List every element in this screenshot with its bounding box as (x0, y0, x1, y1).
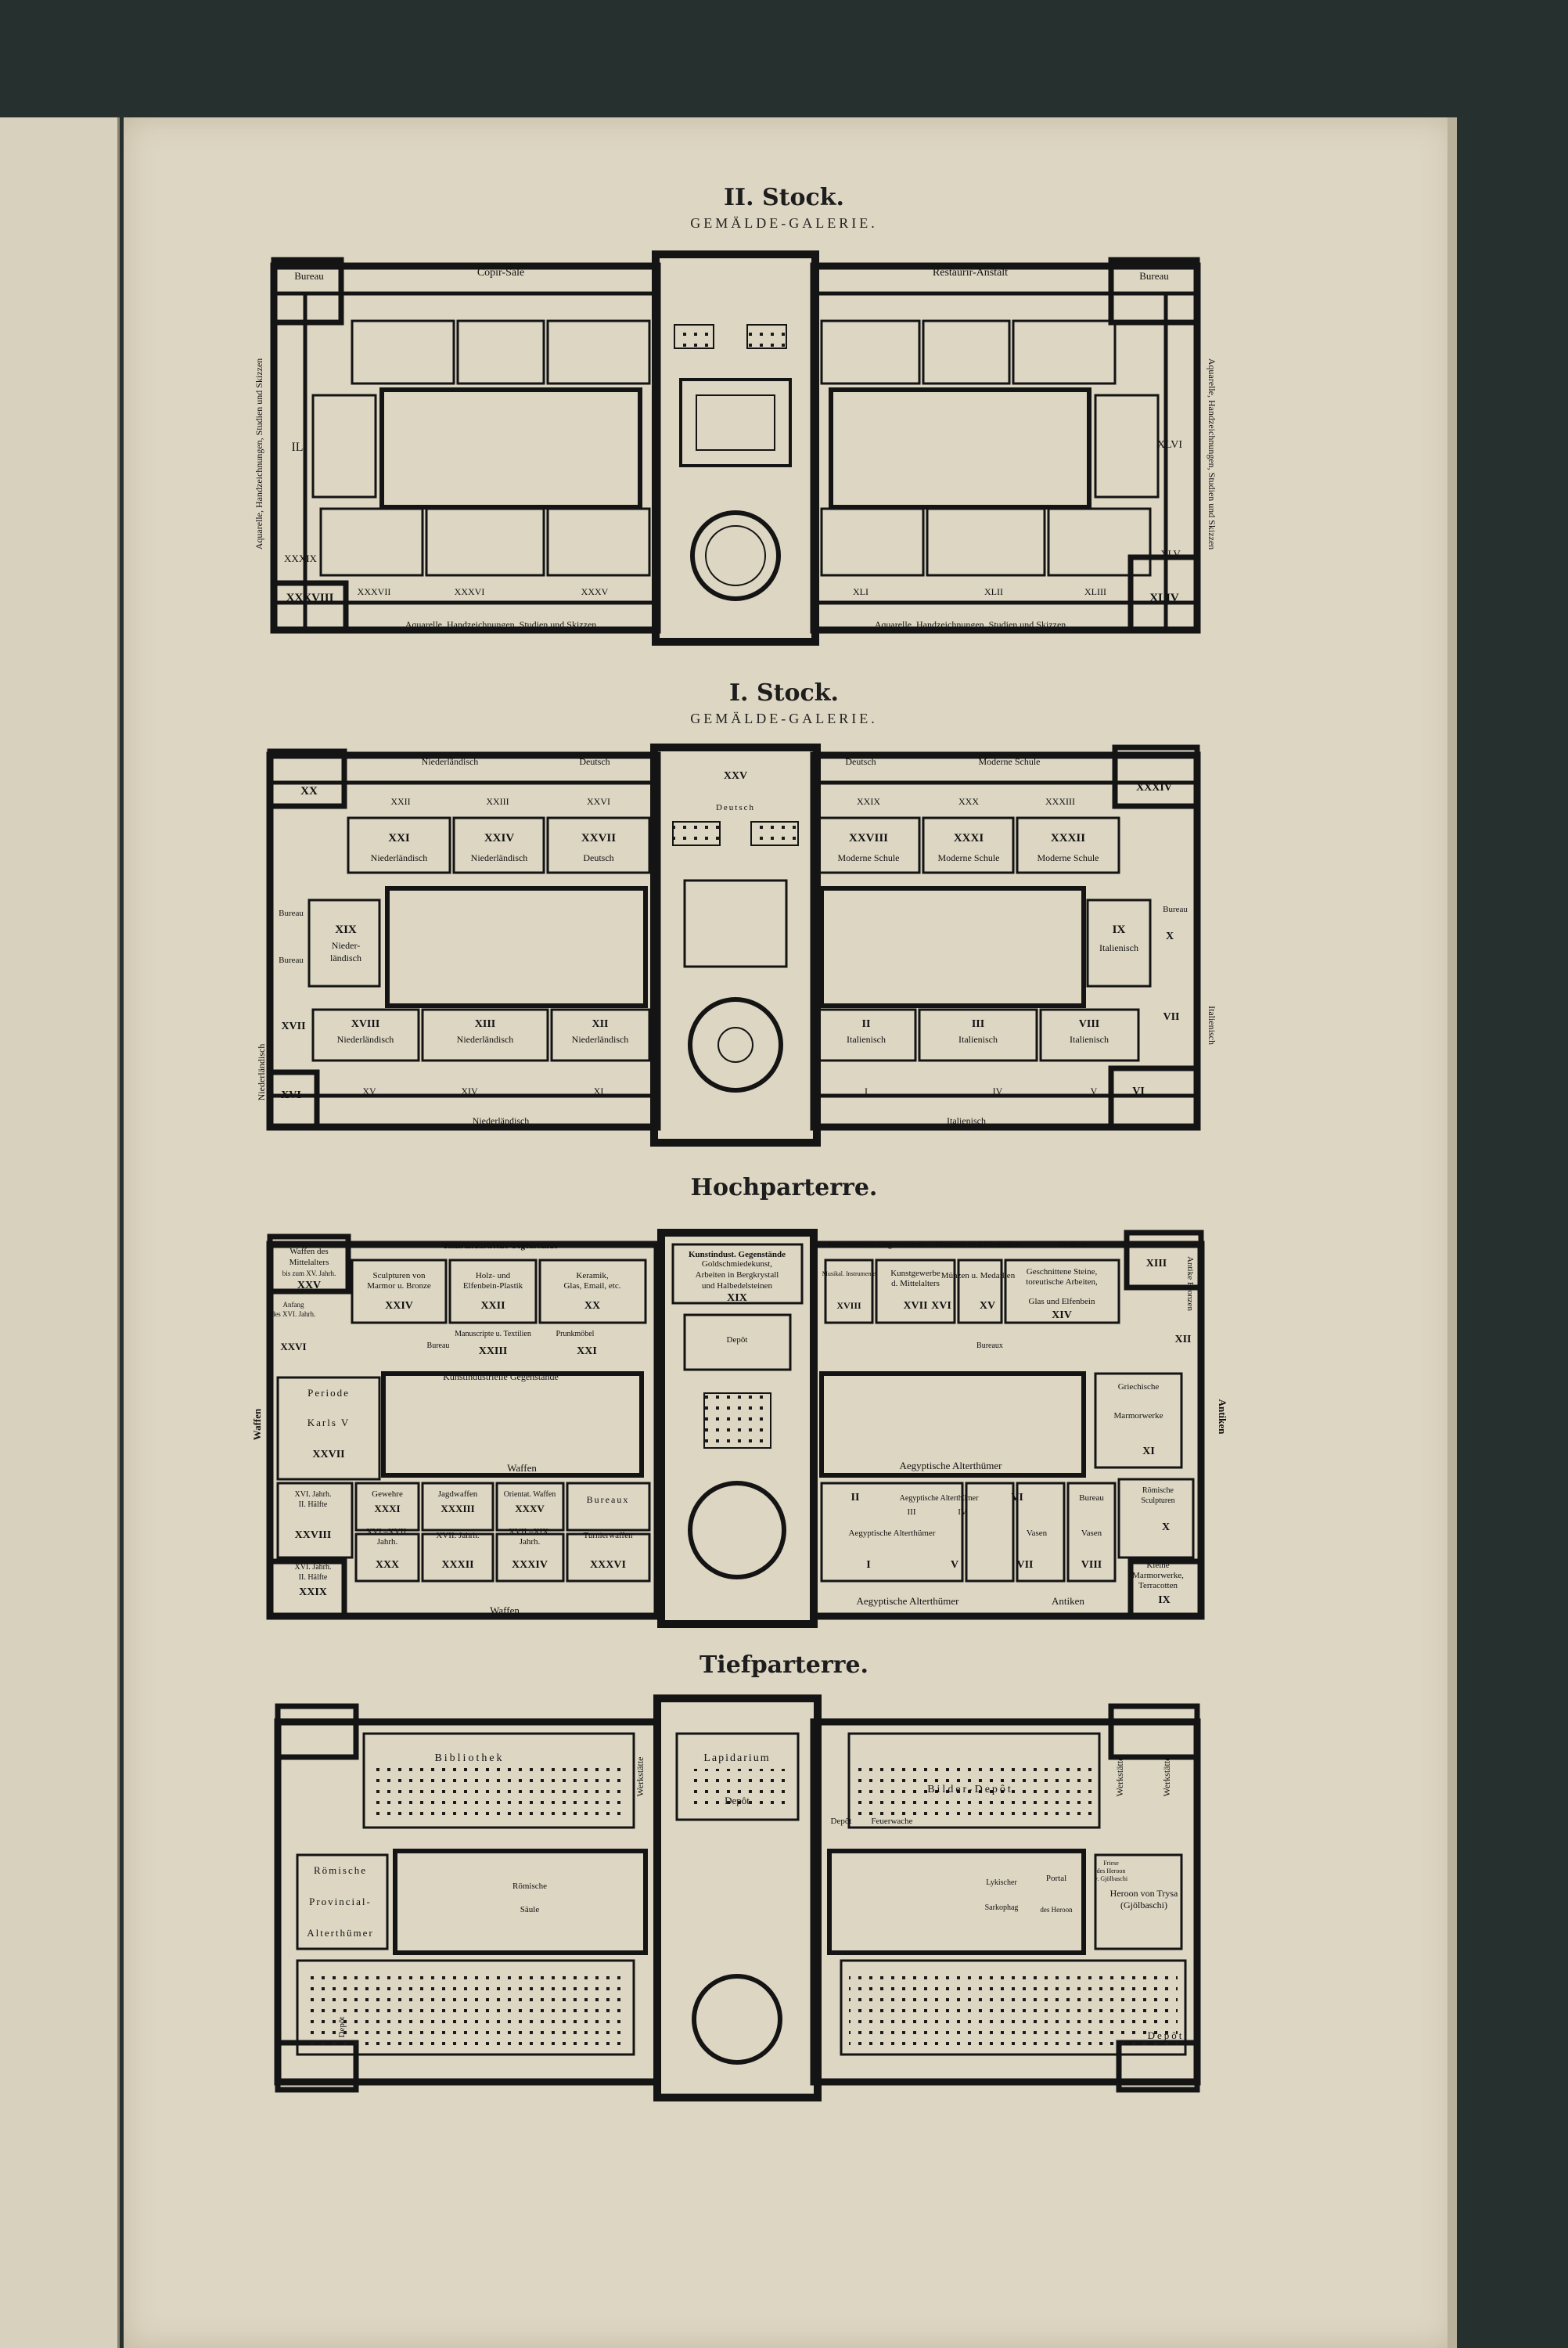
tief-fries1: Friese (1103, 1860, 1119, 1867)
stock1-labels (256, 756, 1217, 1126)
hoch-kleine3: Terracotten (1138, 1581, 1178, 1590)
hoch-depot-c: Depôt (726, 1335, 748, 1345)
hoch-jahrh1: Jahrh. (376, 1537, 398, 1547)
tief-feuerwache: Feuerwache (871, 1817, 913, 1826)
stock1-room-xiv: XIV (461, 1086, 478, 1097)
hoch-aegypt-mid: Aegyptische Alterthümer (899, 1460, 1002, 1471)
hoch-room-xvii: XVII (903, 1300, 928, 1312)
hoch-elfenbein: Elfenbein-Plastik (462, 1281, 523, 1291)
hoch-holz: Holz- und (475, 1271, 511, 1280)
stock1-room-xxiii: XXIII (486, 796, 509, 807)
hoch-gold2: Arbeiten in Bergkrystall (695, 1270, 779, 1280)
hoch-kunst-top-l: Kunstindustrielle Gegenstände (444, 1241, 558, 1251)
stock1-room-x: X (1165, 931, 1174, 942)
stock1-bottom-it: Italienisch (947, 1115, 986, 1126)
stock1-room-xxx: XXX (958, 796, 979, 807)
stock1-room-xxxii: XXXII (1050, 832, 1086, 844)
tief-depot-bottom-left: Depôt (337, 2016, 347, 2038)
hoch-room-iii: III (907, 1507, 916, 1517)
hoch-xvii-jh: XVII. Jahrh. (436, 1531, 480, 1540)
stock1-room-iv: IV (992, 1086, 1003, 1097)
stock1-subtitle: GEMÄLDE-GALERIE. (690, 711, 878, 726)
stock1-room-viii: VIII (1078, 1018, 1100, 1030)
tief-lapidarium: Lapidarium (703, 1752, 771, 1764)
stock2-copir: Copir-Säle (477, 267, 525, 279)
stock1-ms1: Moderne Schule (837, 852, 900, 863)
tief-depot-bottom-right: Depôt (1147, 2029, 1185, 2041)
hoch-aeg-bottom: Aegyptische Alterthümer (856, 1595, 959, 1607)
hoch-antiken-bottom: Antiken (1052, 1595, 1084, 1607)
stock1-side-nl: Niederländisch (256, 1043, 267, 1101)
hoch-room-xxxiv: XXXIV (512, 1559, 548, 1571)
hoch-muenzen-med: Münzen u. Medaillen (940, 1271, 1016, 1280)
stock1-room-ii: II (861, 1018, 871, 1030)
hoch-marmor-bronze: Marmor u. Bronze (367, 1281, 431, 1291)
hoch-muenzen-top: Münzen und Medaillen (935, 1240, 1021, 1249)
stock1-room-xxix: XXIX (857, 796, 880, 807)
stock1-room-i: I (865, 1086, 868, 1097)
hoch-sculpt: Sculpturen (1141, 1496, 1175, 1505)
stock1-room-vi: VI (1132, 1086, 1145, 1097)
hoch-karls: Karls V (307, 1417, 351, 1428)
hoch-room-x: X (1161, 1522, 1171, 1533)
hoch-mittelalters: Mittelalters (289, 1258, 329, 1267)
hoch-room-xix: XIX (727, 1292, 747, 1304)
stock1-deutsch-center: Deutsch (715, 803, 756, 812)
stock1-room-v: V (1090, 1086, 1098, 1097)
stock2-side-right: Aquarelle, Handzeichnungen, Studien und Skizzen (1207, 358, 1217, 550)
tief-depot-center: Depôt (725, 1795, 750, 1806)
stock2-restaurir: Restaurir-Anstalt (932, 267, 1009, 279)
tief-roem-center: Römische (512, 1882, 547, 1891)
hoch-room-ix: IX (1158, 1594, 1171, 1606)
stock1-bottom-nl: Niederländisch (472, 1115, 530, 1126)
stock1-laendisch: ländisch (330, 953, 361, 963)
hoch-glas: Glas, Email, etc. (563, 1281, 621, 1291)
hoch-periode: Periode (307, 1387, 350, 1399)
hoch-kunst-mid: Kunstindustrielle Gegenstände (443, 1371, 559, 1382)
hoch-room-vii: VII (1016, 1559, 1034, 1571)
stock1-room-xx: XX (300, 785, 318, 798)
tief-provincial: Provincial- (309, 1896, 372, 1907)
hoch-kunst-top-r: Kunstindust. Gegenstände (827, 1240, 926, 1249)
stock1-top-deutsch-l: Deutsch (579, 756, 610, 767)
tief-depot-right: Depôt (830, 1817, 852, 1826)
stock1-room-xxii: XXII (390, 796, 411, 807)
stock1-room-xvii: XVII (281, 1021, 306, 1032)
stock2-bottom-left: Aquarelle, Handzeichnungen, Studien und Skizzen (405, 619, 597, 630)
hoch-room-xiii: XIII (1145, 1258, 1167, 1269)
tief-fries3: v. Gjölbaschi (1094, 1875, 1128, 1882)
hoch-sculpt-von: Sculpturen von (372, 1271, 426, 1280)
hoch-plan (270, 1233, 1201, 1624)
hoch-room-xvi: XVI (931, 1300, 951, 1312)
hoch-geschn1: Geschnittene Steine, (1026, 1267, 1098, 1277)
stock1-room-vii: VII (1163, 1011, 1180, 1023)
hoch-geschn2: toreutische Arbeiten, (1026, 1277, 1098, 1287)
stock2-room-xliv: XLIV (1149, 592, 1179, 604)
stock1-ms3: Moderne Schule (1037, 852, 1099, 863)
stock1-room-xiii: XIII (474, 1018, 496, 1030)
stock1-top-deutsch-r: Deutsch (845, 756, 876, 767)
stock1-nl3: Niederländisch (336, 1034, 394, 1045)
hoch-room-xxviii: XXVIII (294, 1529, 332, 1541)
tief-heroon2: (Gjölbaschi) (1120, 1900, 1167, 1910)
hoch-room-xii: XII (1174, 1334, 1192, 1345)
hoch-vasen2: Vasen (1081, 1529, 1102, 1538)
hoch-room-viii: VIII (1081, 1559, 1102, 1571)
stock2-bureau-right: Bureau (1139, 270, 1169, 282)
hoch-antiken-top: Antiken (1057, 1240, 1087, 1249)
hoch-room-xx: XX (584, 1300, 601, 1312)
stock1-room-xxiv: XXIV (484, 832, 515, 844)
stock1-nl1: Niederländisch (370, 852, 428, 863)
stock1-it2: Italienisch (958, 1034, 998, 1045)
hoch-antike-bronzen: Antike Bronzen (1185, 1256, 1195, 1311)
tief-bilder-depot: Bilder-Depôt (927, 1784, 1013, 1795)
stock1-nl2: Niederländisch (470, 852, 528, 863)
hoch-des-xvi: des XVI. Jahrh. (271, 1310, 316, 1318)
hoch-xvi-xvii: XVI.–XVII. (366, 1527, 408, 1536)
tief-des-heroon: des Heroon (1040, 1906, 1073, 1914)
stock1-room-xvi: XVI (281, 1089, 301, 1101)
stock1-side-it: Italienisch (1207, 1006, 1217, 1045)
stock1-it1: Italienisch (847, 1034, 886, 1045)
hoch-geschn3: Glas und Elfenbein (1028, 1297, 1095, 1306)
stock1-room-xii: XII (592, 1018, 609, 1030)
hoch-room-xviii: XVIII (836, 1300, 861, 1311)
stock2-room-xxxvi: XXXVI (454, 586, 485, 597)
hoch-room-xxxii: XXXII (441, 1559, 474, 1571)
stock2-plan (274, 254, 1197, 642)
hoch-anfang: Anfang (282, 1301, 304, 1309)
hoch-room-xxxi: XXXI (374, 1503, 401, 1514)
hoch-xvii-xix: XVII.–XIX. (509, 1527, 551, 1536)
hoch-gewehre: Gewehre (372, 1489, 403, 1499)
tief-werkstaette-left: Werkstätte (635, 1756, 646, 1797)
stock1-room-iii: III (971, 1018, 985, 1030)
hoch-room-xxiii: XXIII (478, 1345, 508, 1357)
hoch-room-i: I (866, 1559, 871, 1571)
hoch-marmorw: Marmorwerke (1113, 1411, 1163, 1421)
hoch-room-xxiv: XXIV (385, 1300, 413, 1312)
hoch-waffen-bottom: Waffen (490, 1604, 520, 1616)
tief-roemische-left: Römische (314, 1864, 367, 1876)
hoch-room-xxii: XXII (480, 1300, 505, 1312)
hoch-gold3: und Halbedelsteinen (701, 1281, 773, 1291)
tief-alterthuemer: Alterthümer (307, 1927, 374, 1939)
stock1-nl5: Niederländisch (571, 1034, 629, 1045)
hoch-room-v: V (950, 1559, 959, 1571)
hoch-title: Hochparterre. (690, 1174, 878, 1201)
hoch-manuscr: Manuscripte u. Textilien (455, 1330, 531, 1338)
hoch-bureaux: Bureaux (976, 1341, 1003, 1350)
stock2-bureau-left: Bureau (294, 270, 324, 282)
hoch-orient: Orientat. Waffen (503, 1490, 556, 1499)
hoch-kunstgew: Kunstgewerbe (890, 1269, 940, 1278)
stock2-room-xxxviii: XXXVIII (286, 592, 334, 604)
stock1-room-xxv: XXV (723, 770, 748, 782)
hoch-room-iv: IV (958, 1507, 967, 1517)
hoch-room-vi: VI (1011, 1492, 1023, 1504)
hoch-keramik: Keramik, (576, 1271, 609, 1280)
hoch-room-xxvii: XXVII (312, 1449, 345, 1460)
hoch-bis-15: bis zum XV. Jahrh. (282, 1269, 336, 1277)
hoch-roem-sc: Römische (1142, 1486, 1174, 1495)
hoch-griech: Griechische (1117, 1382, 1160, 1392)
hoch-room-ii: II (851, 1492, 860, 1504)
stock1-bureau-l1: Bureau (279, 909, 304, 918)
stock2-room-xlvi: XLVI (1156, 439, 1183, 451)
stock1-bureau-r: Bureau (1163, 905, 1188, 914)
stock2-room-xxxv: XXXV (581, 586, 609, 597)
hoch-room-xi: XI (1142, 1446, 1155, 1457)
stock2-room-xliii: XLIII (1084, 586, 1106, 597)
tief-title: Tiefparterre. (699, 1651, 869, 1679)
hoch-musik: Musikal. Instrumente (822, 1270, 876, 1277)
stock2-room-xli: XLI (853, 586, 869, 597)
stock1-title: I. Stock. (729, 679, 839, 707)
tief-werkstaette-right: Werkstätte (1114, 1756, 1125, 1797)
tief-fries2: des Heroon (1096, 1867, 1126, 1874)
stock1-room-xxxiv: XXXIV (1136, 782, 1172, 794)
hoch-room-xxxvi: XXXVI (590, 1559, 626, 1571)
hoch-kunst-top-c: Kunstindust. Gegenstände (688, 1250, 786, 1259)
hoch-kleine2: Marmorwerke, (1132, 1571, 1184, 1580)
stock1-room-xviii: XVIII (351, 1018, 380, 1030)
stock1-it3: Italienisch (1070, 1034, 1109, 1045)
stock1-ital-ix: Italienisch (1099, 942, 1138, 953)
stock1-top-niederl: Niederländisch (421, 756, 479, 767)
stock2-room-xxxix: XXXIX (284, 553, 317, 564)
stock1-room-xxvii: XXVII (581, 832, 617, 844)
tief-lykischer: Lykischer (986, 1878, 1017, 1887)
tief-sarkophag: Sarkophag (984, 1903, 1019, 1912)
stock2-title: II. Stock. (724, 184, 844, 211)
stock1-ms2: Moderne Schule (937, 852, 1000, 863)
hoch-room-xxvi: XXVI (280, 1341, 307, 1352)
hoch-room-xxi: XXI (577, 1345, 597, 1357)
hoch-xvi-jh2: XVI. Jahrh. (294, 1563, 332, 1572)
tief-saeule: Säule (520, 1905, 540, 1914)
stock1-room-xxxiii: XXXIII (1045, 796, 1075, 807)
hoch-bureau2: Bureau (1079, 1493, 1104, 1503)
stock2-bottom-right: Aquarelle, Handzeichnungen, Studien und Skizzen (874, 619, 1066, 630)
hoch-waffen-mid: Waffen (507, 1462, 537, 1474)
hoch-room-xxxiii: XXXIII (441, 1503, 475, 1514)
hoch-antiken-side: Antiken (1217, 1399, 1228, 1435)
tief-portal: Portal (1045, 1874, 1067, 1883)
stock1-room-xxi: XXI (388, 832, 410, 844)
stock2-room-xxxvii: XXXVII (357, 586, 391, 597)
stock2-room-xlii: XLII (984, 586, 1003, 597)
hoch-ii-haelfte1: II. Hälfte (298, 1500, 328, 1509)
hoch-waffen-side: Waffen (251, 1408, 263, 1441)
hoch-aeg3: Aegyptische Alterthümer (848, 1529, 936, 1538)
stock2-room-il: IL (291, 441, 304, 454)
hoch-bureaux2: Bureaux (586, 1494, 630, 1505)
hoch-vasen1: Vasen (1026, 1529, 1048, 1538)
hoch-room-xiv: XIV (1052, 1309, 1072, 1321)
hoch-room-xxx: XXX (375, 1559, 400, 1571)
hoch-prunk: Prunkmöbel (556, 1330, 595, 1338)
stock2-subtitle: GEMÄLDE-GALERIE. (690, 215, 878, 231)
stock1-room-xxvi: XXVI (587, 796, 610, 807)
stock1-bureau-l2: Bureau (279, 956, 304, 965)
tief-bibliothek: Bibliothek (434, 1752, 505, 1764)
stock1-de1: Deutsch (583, 852, 614, 863)
stock2-room-xlv: XLV (1160, 548, 1181, 560)
tief-werkstaette-right2: Werkstätte (1161, 1756, 1172, 1797)
hoch-ii-haelfte2: II. Hälfte (298, 1573, 328, 1582)
hoch-mittelalt: d. Mittelalters (891, 1279, 940, 1288)
hoch-turnier: Turnierwaffen (583, 1531, 633, 1540)
hoch-waffen-des: Waffen des (290, 1247, 329, 1256)
stock1-room-ix: IX (1112, 924, 1126, 936)
stock1-top-moderne: Moderne Schule (978, 756, 1041, 767)
hoch-aeg2: Aegyptische Alterthümer (899, 1494, 979, 1503)
stock1-nl4: Niederländisch (456, 1034, 514, 1045)
hoch-room-xxxv: XXXV (515, 1503, 545, 1514)
hoch-room-xv: XV (979, 1300, 996, 1312)
hoch-kleine1: Kleine (1146, 1561, 1170, 1570)
hoch-gold1: Goldschmiedekunst, (701, 1259, 773, 1269)
hoch-room-xxv: XXV (297, 1280, 322, 1291)
hoch-bureau1: Bureau (426, 1341, 450, 1350)
stock1-nieder: Nieder- (331, 940, 361, 951)
stock1-room-xi: XI (593, 1086, 604, 1097)
stock1-room-xxxi: XXXI (953, 832, 984, 844)
stock1-room-xv: XV (362, 1086, 376, 1097)
stock1-room-xix: XIX (335, 924, 357, 936)
stock1-room-xxviii: XXVIII (848, 832, 889, 844)
hoch-xvi-jh1: XVI. Jahrh. (294, 1490, 332, 1499)
hoch-jagdwaffen: Jagdwaffen (437, 1489, 478, 1499)
stock2-side-left: Aquarelle, Handzeichnungen, Studien und Skizzen (254, 358, 264, 550)
hoch-jahrh2: Jahrh. (519, 1537, 541, 1547)
hoch-room-xxix: XXIX (299, 1586, 327, 1598)
tief-heroon1: Heroon von Trysa (1109, 1888, 1178, 1899)
